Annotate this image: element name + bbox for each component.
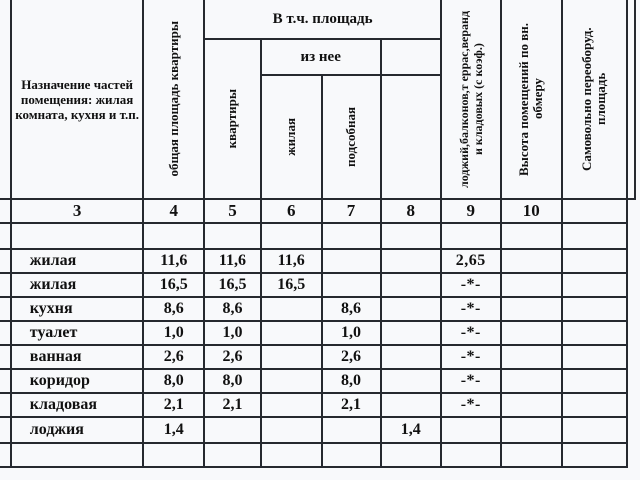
loggia-area: [381, 273, 442, 297]
loggia-area: [381, 393, 442, 417]
colnum-3: 3: [11, 199, 144, 223]
total-area: 2,1: [143, 393, 204, 417]
living-area: 16,5: [261, 273, 322, 297]
utility-area: 1,0: [322, 321, 381, 345]
col10-header: [562, 0, 627, 199]
col7-header-text: подсобная: [343, 107, 359, 167]
unauthorized-area: [501, 273, 562, 297]
col4-header: [143, 0, 204, 199]
col3-header: [11, 0, 144, 199]
unauthorized-area: [501, 417, 562, 443]
utility-area: 2,1: [322, 393, 381, 417]
room-height: -*-: [441, 273, 501, 297]
col9-header: [501, 0, 562, 199]
apartment-area: 11,6: [204, 249, 261, 273]
apartment-area: 1,0: [204, 321, 261, 345]
utility-area: [322, 273, 381, 297]
col6-header-text: жилая: [283, 118, 299, 156]
room-height: 2,65: [441, 249, 501, 273]
subgroup-header-text: из нее: [300, 48, 341, 65]
living-area: [261, 321, 322, 345]
living-area: [261, 297, 322, 321]
room-name: лоджия: [11, 417, 144, 443]
total-area: 1,0: [143, 321, 204, 345]
colnum-9: 9: [441, 199, 501, 223]
room-height: -*-: [441, 369, 501, 393]
col5-header: [204, 39, 261, 199]
loggia-area: [381, 321, 442, 345]
utility-area: 8,6: [322, 297, 381, 321]
apartment-area: 8,6: [204, 297, 261, 321]
total-area: 16,5: [143, 273, 204, 297]
loggia-area: [381, 345, 442, 369]
loggia-area: [381, 249, 442, 273]
room-height: -*-: [441, 345, 501, 369]
col6-header: [261, 75, 322, 199]
table-row: [0, 273, 635, 297]
colnum-blank-right: [562, 199, 627, 223]
table-row: [0, 369, 635, 393]
room-height: -*-: [441, 393, 501, 417]
loggia-area: [381, 369, 442, 393]
colnum-7: 7: [322, 199, 381, 223]
unauthorized-area: [501, 297, 562, 321]
utility-area: 2,6: [322, 345, 381, 369]
utility-area: [322, 417, 381, 443]
total-area: 11,6: [143, 249, 204, 273]
col4-header-text: общая площадь квартиры: [165, 21, 181, 177]
total-area: 2,6: [143, 345, 204, 369]
apartment-area: [204, 417, 261, 443]
room-name: кухня: [11, 297, 144, 321]
col7-header: [322, 75, 381, 199]
subgroup-header: [261, 39, 381, 75]
col3-header-text: Назначение частей помещения: жилая комната, кухня и т.п.: [15, 76, 140, 122]
utility-area: 8,0: [322, 369, 381, 393]
colnum-6: 6: [261, 199, 322, 223]
colnum-blank: [0, 199, 11, 223]
room-name: туалет: [11, 321, 144, 345]
apartment-area: 16,5: [204, 273, 261, 297]
table-row: [0, 321, 635, 345]
spacer-row: [0, 223, 635, 249]
table-row: [0, 417, 635, 443]
blank-col-header-right: [627, 0, 635, 199]
unauthorized-area: [501, 249, 562, 273]
table-row-empty: [0, 443, 635, 467]
col8-header: [441, 0, 501, 199]
living-area: [261, 369, 322, 393]
colnum-5: 5: [204, 199, 261, 223]
room-name: коридор: [11, 369, 144, 393]
loggia-area: [381, 297, 442, 321]
loggia-area: 1,4: [381, 417, 442, 443]
colnum-4: 4: [143, 199, 204, 223]
utility-area: [322, 249, 381, 273]
colnum-8: 8: [381, 199, 442, 223]
unauthorized-area: [501, 321, 562, 345]
group-header-text: В т.ч. площадь: [272, 10, 373, 27]
col5-header-text: квартиры: [224, 89, 240, 149]
total-area: 1,4: [143, 417, 204, 443]
room-name: кладовая: [11, 393, 144, 417]
col8-header-text: лоджий,балконов,т еррас,веранд и кладовых (с коэф.): [456, 10, 485, 188]
room-name: жилая: [11, 273, 144, 297]
room-name: жилая: [11, 249, 144, 273]
total-area: 8,6: [143, 297, 204, 321]
apartment-area: 2,6: [204, 345, 261, 369]
living-area: [261, 417, 322, 443]
room-height: -*-: [441, 321, 501, 345]
col9-header-text: Высота помещений по вн. обмеру: [516, 22, 546, 176]
column-numbers-row: [0, 199, 635, 223]
unauthorized-area: [501, 369, 562, 393]
living-area: [261, 345, 322, 369]
apartment-area: 2,1: [204, 393, 261, 417]
table-row: [0, 297, 635, 321]
living-area: 11,6: [261, 249, 322, 273]
table-row: [0, 345, 635, 369]
room-name: ванная: [11, 345, 144, 369]
table-row: [0, 249, 635, 273]
col7b-header-blank: [381, 75, 442, 199]
room-height: -*-: [441, 297, 501, 321]
col10-header-text: Самовольно переоборуд. площадь: [579, 27, 609, 171]
group-header: [204, 0, 441, 39]
colnum-10: 10: [501, 199, 562, 223]
total-area: 8,0: [143, 369, 204, 393]
living-area: [261, 393, 322, 417]
unauthorized-area: [501, 345, 562, 369]
room-height: [441, 417, 501, 443]
unauthorized-area: [501, 393, 562, 417]
blank-col-header: [0, 0, 11, 199]
col8-sub-blank: [381, 39, 442, 75]
apartment-area: 8,0: [204, 369, 261, 393]
table-row: [0, 393, 635, 417]
header-row-1: [0, 0, 635, 39]
